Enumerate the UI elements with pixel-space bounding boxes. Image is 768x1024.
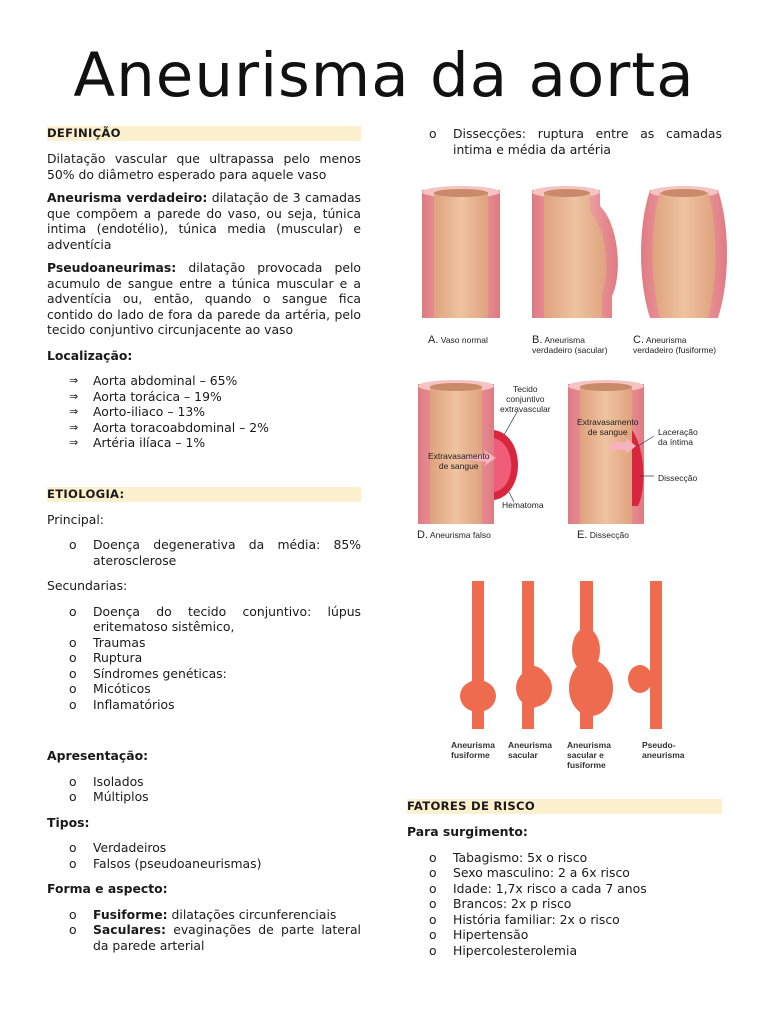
- forma-label: Forma e aspecto:: [47, 881, 168, 896]
- list-item-text: Aorta abdominal – 65%: [93, 373, 238, 388]
- arrow-bullet: ⇒: [69, 436, 79, 449]
- label-a: A. Vaso normal: [428, 334, 488, 346]
- fusiforme-label: Fusiforme:: [93, 906, 168, 922]
- circle-bullet: o: [69, 634, 77, 650]
- label-laceracao: Laceração da íntima: [658, 427, 698, 447]
- list-item-text: Brancos: 2x p risco: [453, 896, 572, 911]
- right-column: [407, 126, 722, 167]
- list-item-text: Hipercolesterolemia: [453, 942, 578, 958]
- list-item: [407, 943, 722, 959]
- list-item-text: Ruptura: [93, 650, 143, 665]
- circle-bullet: o: [69, 681, 77, 696]
- fusiform-shape: [460, 581, 496, 729]
- list-item: [47, 856, 361, 872]
- definition-text: Dilatação vascular que ultrapassa pelo menos 50% do diâmetro esperado para aquele vaso: [47, 151, 361, 182]
- circle-bullet: o: [429, 849, 437, 865]
- pseudoaneurysm-paragraph: [47, 260, 361, 338]
- risk-factors-list: [407, 850, 722, 959]
- label-disseccao: Dissecção: [658, 473, 698, 483]
- list-item-text: Isolados: [93, 773, 144, 789]
- list-item-text: Aorto-iliaco – 13%: [93, 404, 205, 419]
- list-item-text: Falsos (pseudoaneurismas): [93, 855, 262, 871]
- list-item: [47, 922, 361, 953]
- list-item-text: Sexo masculino: 2 a 6x risco: [453, 865, 630, 880]
- list-item: [407, 896, 722, 912]
- label-c: C. Aneurisma verdadeiro (fusiforme): [633, 334, 717, 355]
- list-item: [47, 373, 361, 389]
- risk-factors-section: [407, 799, 722, 968]
- list-item-text: História familiar: 2x o risco: [453, 911, 620, 927]
- surgimento-label: Para surgimento:: [407, 824, 528, 839]
- section-heading-definicao: DEFINIÇÃO: [47, 126, 361, 141]
- arrow-bullet: ⇒: [69, 405, 79, 418]
- list-item-text: Aorta toracoabdominal – 2%: [93, 419, 269, 435]
- list-item-text: Tabagismo: 5x o risco: [453, 849, 588, 865]
- list-item: [47, 420, 361, 436]
- list-item: [47, 650, 361, 666]
- list-item-text: Idade: 1,7x risco a cada 7 anos: [453, 880, 647, 896]
- list-item: [47, 697, 361, 713]
- dissection-vessel: [568, 380, 644, 524]
- circle-bullet: o: [69, 840, 77, 855]
- list-item: [407, 865, 722, 881]
- shape-label-saccular-fusiform: Aneurisma sacular e fusiforme: [567, 740, 611, 770]
- circle-bullet: o: [429, 126, 437, 141]
- left-column: [47, 126, 361, 963]
- circle-bullet: o: [69, 906, 77, 922]
- list-item: [47, 774, 361, 790]
- list-item-text: Múltiplos: [93, 789, 149, 804]
- list-item: [47, 666, 361, 682]
- list-item: [47, 604, 361, 635]
- list-item: [407, 912, 722, 928]
- list-item-text: Doença degenerativa da média: 85% aterosclerose: [93, 537, 361, 568]
- pseudoaneurysm-shape: [628, 581, 662, 729]
- label-hematoma: Hematoma: [502, 500, 544, 510]
- list-item: [407, 927, 722, 943]
- secundarias-list: [47, 604, 361, 713]
- label-e: E. Dissecção: [577, 529, 629, 541]
- list-item-text: Aorta torácica – 19%: [93, 388, 222, 404]
- circle-bullet: o: [69, 650, 77, 665]
- circle-bullet: o: [69, 789, 77, 804]
- list-item-text: Micóticos: [93, 681, 151, 696]
- disseccoes-list: [407, 126, 722, 157]
- true-aneurysm-label: Aneurisma verdadeiro:: [47, 190, 208, 205]
- arrow-bullet: ⇒: [69, 389, 79, 403]
- pseudoaneurysm-text: dilatação provocada pelo acumulo de sangue entre a túnica muscular e a adventícia ou, então, quando o sangue fica contido do lado de fora da parede da artéria, pelo tecido conjuntivo circunjacente ao vaso: [47, 260, 361, 337]
- label-b: B. Aneurisma verdadeiro (sacular): [532, 334, 608, 355]
- list-item-text: Doença do tecido conjuntivo: lúpus eritematoso sistêmico,: [93, 603, 361, 634]
- list-item: [47, 404, 361, 420]
- shape-label-saccular: Aneurisma sacular: [508, 740, 552, 760]
- principal-list: [47, 537, 361, 568]
- arrow-bullet: ⇒: [69, 420, 79, 434]
- apresentacao-list: [47, 774, 361, 805]
- circle-bullet: o: [429, 927, 437, 942]
- list-item: [47, 840, 361, 856]
- list-item: [407, 881, 722, 897]
- list-item: [47, 635, 361, 651]
- list-item: [47, 681, 361, 697]
- list-item: [47, 537, 361, 568]
- saccular-fusiform-shape: [569, 581, 613, 729]
- circle-bullet: o: [69, 537, 77, 552]
- principal-label: Principal:: [47, 511, 104, 527]
- circle-bullet: o: [69, 603, 77, 619]
- list-item-text: Síndromes genéticas:: [93, 665, 227, 681]
- arrow-bullet: ⇒: [69, 374, 79, 387]
- list-item-text: Inflamatórios: [93, 696, 175, 712]
- list-item-text: Traumas: [93, 634, 146, 650]
- circle-bullet: o: [429, 896, 437, 911]
- circle-bullet: o: [69, 855, 77, 871]
- circle-bullet: o: [69, 665, 77, 681]
- label-extravasamento-d: Extravasamento de sangue: [428, 451, 490, 471]
- apresentacao-label: Apresentação:: [47, 748, 149, 763]
- shape-label-fusiform: Aneurisma fusiforme: [451, 740, 495, 760]
- localizacao-list: [47, 373, 361, 451]
- fusiform-vessel: [641, 186, 727, 318]
- list-item: [47, 435, 361, 451]
- tipos-label: Tipos:: [47, 814, 90, 830]
- circle-bullet: o: [429, 942, 437, 958]
- circle-bullet: o: [69, 696, 77, 712]
- circle-bullet: o: [69, 773, 77, 789]
- pseudoaneurysm-label: Pseudoaneurimas:: [47, 260, 177, 275]
- section-heading-fatores: FATORES DE RISCO: [407, 799, 722, 814]
- saccular-shape: [516, 581, 552, 729]
- shape-label-pseudo: Pseudo- aneurisma: [642, 740, 685, 760]
- list-item-text: Artéria ilíaca – 1%: [93, 435, 206, 450]
- localizacao-label: Localização:: [47, 347, 133, 363]
- list-item-text: Dissecções: ruptura entre as camadas intima e média da artéria: [453, 126, 722, 157]
- circle-bullet: o: [429, 865, 437, 880]
- section-heading-etiologia: ETIOLOGIA:: [47, 487, 361, 502]
- circle-bullet: o: [429, 911, 437, 927]
- forma-list: [47, 907, 361, 954]
- list-item: [407, 850, 722, 866]
- list-item: [47, 789, 361, 805]
- list-item: [407, 126, 722, 157]
- normal-vessel: [422, 186, 500, 318]
- secundarias-label: Secundarias:: [47, 578, 128, 593]
- fusiforme-text: dilatações circunferenciais: [167, 906, 337, 922]
- label-tecido: Tecido conjuntivo extravascular: [500, 384, 551, 414]
- saccular-vessel: [532, 186, 618, 318]
- circle-bullet: o: [429, 880, 437, 896]
- list-item: [47, 389, 361, 405]
- page-title: Aneurisma da aorta: [73, 40, 695, 111]
- tipos-list: [47, 840, 361, 871]
- label-extravasamento-e: Extravasamento de sangue: [577, 417, 639, 437]
- list-item: [47, 907, 361, 923]
- sacular-text: evaginações de parte lateral da parede arterial: [93, 922, 361, 953]
- sacular-label: Saculares:: [93, 922, 166, 937]
- list-item-text: Hipertensão: [453, 927, 529, 942]
- aneurysm-shapes-figure: [452, 576, 672, 736]
- list-item-text: Verdadeiros: [93, 840, 167, 855]
- true-aneurysm-text: dilatação de 3 camadas que compõem a parede do vaso, ou seja, túnica intima (endotélio), túnica media (muscular) e adventícia: [47, 190, 362, 252]
- circle-bullet: o: [69, 922, 77, 937]
- true-aneurysm-paragraph: [47, 190, 361, 252]
- label-d: D. Aneurisma falso: [417, 529, 491, 541]
